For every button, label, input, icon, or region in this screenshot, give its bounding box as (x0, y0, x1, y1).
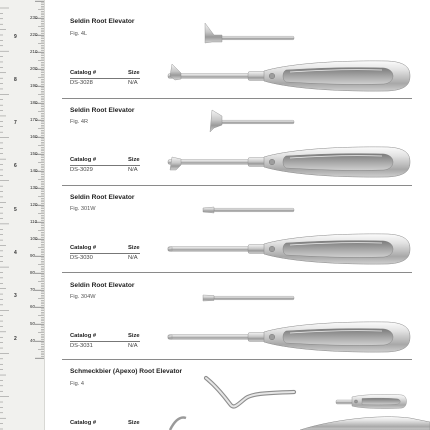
ruler-inch-label: 3 (14, 292, 17, 299)
ruler-cm-label: 130 (30, 185, 38, 191)
instrument-schmeckbier (170, 417, 430, 430)
ruler-cm-label: 40 (30, 338, 36, 344)
product-fig: Fig. 304W (70, 294, 96, 300)
ruler-cm-label: 120 (30, 202, 38, 208)
product-fig: Fig. 4R (70, 119, 89, 125)
ruler-cm-label: 230 (30, 15, 38, 21)
ruler-inch-label: 9 (14, 33, 17, 40)
size-label: Size (128, 420, 140, 426)
tip-detail-4r (210, 110, 294, 132)
product-name: Seldin Root Elevator (70, 107, 135, 114)
size-value: N/A (128, 167, 138, 173)
ruler-cm-label: 200 (30, 66, 38, 72)
ruler-cm-label: 150 (30, 151, 38, 157)
tip-detail-4l (205, 23, 294, 43)
catalog-label: Catalog # (70, 420, 97, 426)
ruler-cm-label: 190 (30, 83, 38, 89)
ruler-inch-label: 4 (14, 249, 17, 256)
tip-detail-304w (203, 295, 294, 301)
catalog-label: Catalog # (70, 333, 97, 339)
size-value: N/A (128, 255, 138, 261)
ruler-cm-label: 170 (30, 117, 38, 123)
catalog-number: DS-3029 (70, 167, 93, 173)
ruler-cm-label: 180 (30, 100, 38, 106)
ruler-cm-label: 80 (30, 270, 36, 276)
product-fig: Fig. 301W (70, 206, 96, 212)
instrument-304w (168, 322, 410, 352)
product-name: Seldin Root Elevator (70, 18, 135, 25)
size-label: Size (128, 70, 140, 76)
catalog-number: DS-3031 (70, 343, 93, 349)
tip-detail-schmeckbier (206, 378, 294, 406)
ruler-inch-label: 6 (14, 163, 17, 170)
product-fig: Fig. 4 (70, 381, 84, 387)
ruler-cm-label: 50 (30, 321, 36, 327)
ruler-cm-label: 100 (30, 236, 38, 242)
catalog-number: DS-3028 (70, 80, 93, 86)
ruler-cm-label: 160 (30, 134, 38, 140)
instrument-4r (168, 147, 410, 177)
handle-detail-schmeckbier (336, 394, 407, 408)
ruler-cm-label: 110 (30, 219, 38, 225)
size-value: N/A (128, 343, 138, 349)
instrument-4l (168, 61, 410, 91)
size-label: Size (128, 333, 140, 339)
ruler-inch-label: 8 (14, 77, 17, 84)
ruler-inch-label: 7 (14, 120, 17, 127)
size-value: N/A (128, 80, 138, 86)
product-name: Seldin Root Elevator (70, 282, 135, 289)
ruler-inch-label: 5 (14, 206, 17, 213)
tip-detail-301w (203, 207, 294, 213)
catalog-number: DS-3030 (70, 255, 93, 261)
catalog-label: Catalog # (70, 157, 97, 163)
product-fig: Fig. 4L (70, 31, 88, 37)
catalog-label: Catalog # (70, 70, 97, 76)
catalog-label: Catalog # (70, 245, 97, 251)
instrument-301w (168, 234, 410, 264)
ruler-inch-label: 2 (14, 336, 17, 343)
size-label: Size (128, 245, 140, 251)
ruler-cm-label: 140 (30, 168, 38, 174)
product-name: Seldin Root Elevator (70, 194, 135, 201)
ruler-cm-label: 210 (30, 49, 38, 55)
product-name: Schmeckbier (Apexo) Root Elevator (70, 368, 183, 375)
ruler-cm-label: 70 (30, 287, 36, 293)
ruler-cm-label: 90 (30, 253, 36, 259)
ruler-cm-label: 60 (30, 304, 36, 310)
size-label: Size (128, 157, 140, 163)
ruler-cm-label: 220 (30, 32, 38, 38)
